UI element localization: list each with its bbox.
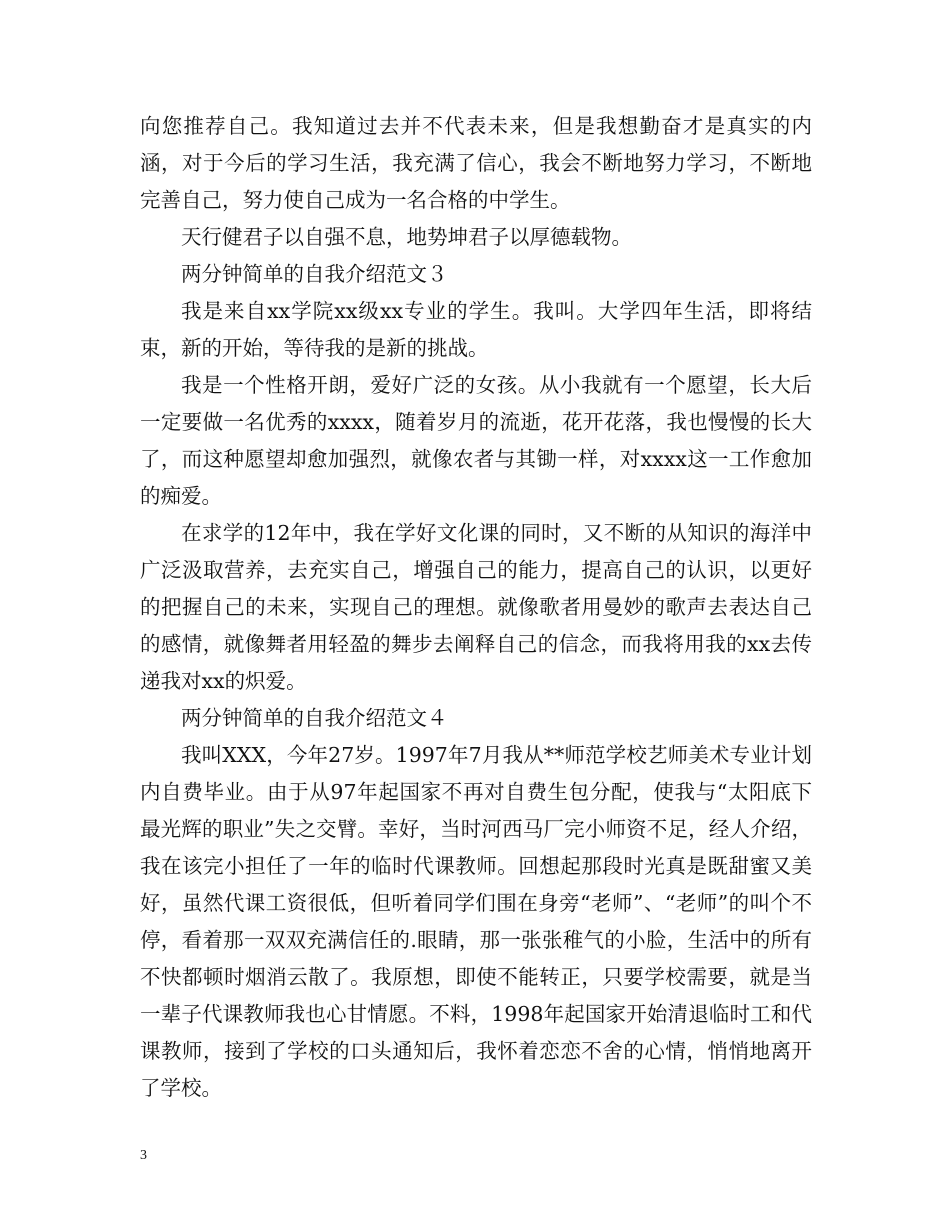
section-heading-3: 两分钟简单的自我介绍范文３ <box>181 262 448 286</box>
paragraph-6: 在求学的12年中，我在学好文化课的同时，又不断的从知识的海洋中广泛汲取营养，去充实自己，增强自己的能力，提高自己的认识，以更好的把握自己的未来，实现自己的理想。就像歌者用曼妙的歌声去表达自己的感情，就像舞者用轻盈的舞步去阐释自己的信念，而我将用我的xx去传递我对xx的炽爱。 <box>140 521 812 693</box>
page-number: 3 <box>140 1148 147 1163</box>
paragraph-1: 向您推荐自己。我知道过去并不代表未来，但是我想勤奋才是真实的内涵，对于今后的学习生活，我充满了信心，我会不断地努力学习，不断地完善自己，努力使自己成为一名合格的中学生。 <box>140 114 812 212</box>
paragraph-2: 天行健君子以自强不息，地势坤君子以厚德载物。 <box>181 225 632 249</box>
paragraph-4: 我是来自xx学院xx级xx专业的学生。我叫。大学四年生活，即将结束，新的开始，等待我的是新的挑战。 <box>140 299 812 360</box>
paragraph-5: 我是一个性格开朗，爱好广泛的女孩。从小我就有一个愿望，长大后一定要做一名优秀的xxxx，随着岁月的流逝，花开花落，我也慢慢的长大了，而这种愿望却愈加强烈，就像农者与其锄一样，对xxxx这一工作愈加的痴爱。 <box>140 373 812 508</box>
document-body <box>140 108 812 1107</box>
section-heading-4: 两分钟简单的自我介绍范文４ <box>181 706 448 730</box>
paragraph-8: 我叫XXX，今年27岁。1997年7月我从**师范学校艺师美术专业计划内自费毕业。由于从97年起国家不再对自费生包分配，使我与“太阳底下最光辉的职业”失之交臂。幸好，当时河西马厂完小师资不足，经人介绍，我在该完小担任了一年的临时代课教师。回想起那段时光真是既甜蜜又美好，虽然代课工资很低，但听着同学们围在身旁“老师”、“老师”的叫个不停，看着那一双双充满信任的.眼睛，那一张张稚气的小脸，生活中的所有不快都顿时烟消云散了。我原想，即使不能转正，只要学校需要，就是当一辈子代课教师我也心甘情愿。不料，1998年起国家开始清退临时工和代课教师，接到了学校的口头通知后，我怀着恋恋不舍的心情，悄悄地离开了学校。 <box>140 743 812 1100</box>
